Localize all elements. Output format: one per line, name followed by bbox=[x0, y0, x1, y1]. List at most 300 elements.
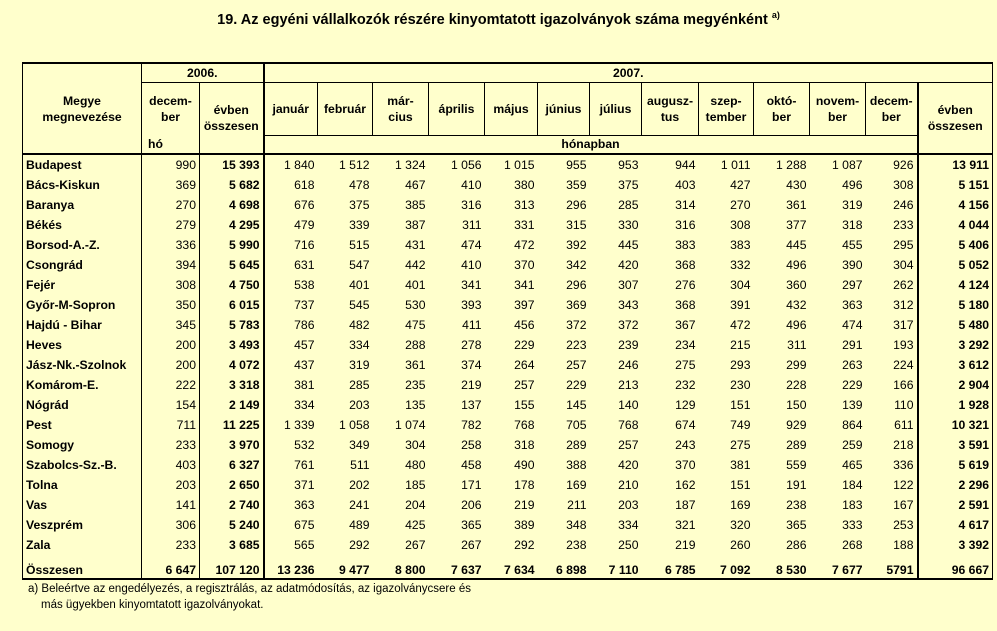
county-name: Baranya bbox=[23, 195, 142, 215]
value-month-1: 1 339 bbox=[264, 415, 318, 435]
value-month-7: 257 bbox=[618, 438, 639, 452]
value-total-2007: 2 591 bbox=[918, 495, 993, 515]
value-month-9: 169 bbox=[730, 498, 751, 512]
county-name: Fejér bbox=[23, 275, 142, 295]
value-dec-2006: 203 bbox=[175, 478, 196, 492]
value-month-12: 233 bbox=[893, 218, 914, 232]
value-month-2: 511 bbox=[350, 458, 370, 472]
value-month-10: 311 bbox=[787, 338, 807, 352]
value-total-2007: 5 180 bbox=[918, 295, 993, 315]
table-row bbox=[23, 375, 993, 395]
total-row bbox=[23, 555, 993, 579]
value-month-6: 369 bbox=[566, 298, 587, 312]
county-name: Borsod-A.-Z. bbox=[23, 235, 142, 255]
county-name: Hajdú - Bihar bbox=[23, 315, 142, 335]
value-month-9: 383 bbox=[730, 238, 751, 252]
value-month-8: 316 bbox=[675, 218, 696, 232]
value-dec-2006: 308 bbox=[175, 278, 196, 292]
table-row bbox=[23, 455, 993, 475]
value-month-9: 320 bbox=[730, 518, 751, 532]
value-dec-2006: 394 bbox=[175, 258, 196, 272]
value-month-7: 285 bbox=[618, 198, 639, 212]
value-dec-2006: 279 bbox=[175, 218, 196, 232]
table-row bbox=[23, 235, 993, 255]
value-month-6: 705 bbox=[566, 418, 587, 432]
value-total-2006: 3 685 bbox=[200, 535, 264, 555]
value-total-2006: 4 072 bbox=[200, 355, 264, 375]
value-month-3: 8 800 bbox=[373, 555, 429, 579]
value-month-9: 7 092 bbox=[699, 555, 754, 579]
value-month-6: 315 bbox=[566, 218, 587, 232]
value-month-9: 215 bbox=[730, 338, 751, 352]
value-dec-2006: 403 bbox=[175, 458, 196, 472]
value-month-11: 183 bbox=[842, 498, 863, 512]
value-month-1: 631 bbox=[264, 255, 318, 275]
value-month-1: 457 bbox=[264, 335, 318, 355]
value-month-4: 410 bbox=[461, 258, 482, 272]
data-table bbox=[22, 62, 993, 580]
value-month-9: 260 bbox=[730, 538, 751, 552]
value-total-2006: 5 783 bbox=[200, 315, 264, 335]
value-month-6: 348 bbox=[566, 518, 587, 532]
value-month-8: 314 bbox=[675, 198, 696, 212]
value-month-4: 219 bbox=[461, 378, 482, 392]
value-month-5: 1 015 bbox=[485, 154, 538, 175]
value-month-12: 253 bbox=[893, 518, 914, 532]
value-month-4: 374 bbox=[461, 358, 482, 372]
county-name: Tolna bbox=[23, 475, 142, 495]
value-month-7: 213 bbox=[618, 378, 639, 392]
value-month-8: 232 bbox=[675, 378, 696, 392]
value-month-7: 343 bbox=[618, 298, 639, 312]
value-month-7: 330 bbox=[618, 218, 639, 232]
value-month-1: 786 bbox=[264, 315, 318, 335]
value-month-3: 401 bbox=[405, 278, 426, 292]
value-total-2006: 11 225 bbox=[200, 415, 264, 435]
value-month-2: 202 bbox=[349, 478, 370, 492]
value-month-11: 455 bbox=[842, 238, 863, 252]
value-total-2006: 2 740 bbox=[200, 495, 264, 515]
table-row bbox=[23, 335, 993, 355]
value-month-4: 474 bbox=[461, 238, 482, 252]
title-text: 19. Az egyéni vállalkozók részére kinyomtatott igazolványok száma megyénként bbox=[217, 12, 768, 28]
value-month-10: 929 bbox=[786, 418, 807, 432]
value-month-2: 482 bbox=[349, 318, 370, 332]
county-name: Pest bbox=[23, 415, 142, 435]
county-name: Bács-Kiskun bbox=[23, 175, 142, 195]
header-county bbox=[23, 63, 142, 154]
value-month-11: 318 bbox=[842, 218, 863, 232]
value-month-5: 229 bbox=[514, 338, 535, 352]
value-month-9: 749 bbox=[730, 418, 751, 432]
value-dec-2006: 233 bbox=[175, 438, 196, 452]
value-month-4: 171 bbox=[461, 478, 482, 492]
header-total-2007: évben összesen bbox=[918, 83, 993, 155]
value-month-6: 296 bbox=[566, 278, 587, 292]
value-dec-2006: 345 bbox=[175, 318, 196, 332]
value-month-12: 304 bbox=[893, 258, 914, 272]
value-month-2: 547 bbox=[349, 258, 370, 272]
value-month-4: 411 bbox=[462, 318, 482, 332]
value-total-2006: 4 750 bbox=[200, 275, 264, 295]
header-year-2007: 2007. bbox=[264, 63, 993, 83]
value-month-2: 203 bbox=[349, 398, 370, 412]
value-month-8: 276 bbox=[675, 278, 696, 292]
value-month-10: 191 bbox=[786, 478, 807, 492]
value-month-7: 140 bbox=[618, 398, 639, 412]
value-total-2006: 3 493 bbox=[200, 335, 264, 355]
value-month-3: 530 bbox=[405, 298, 426, 312]
value-month-5: 7 634 bbox=[485, 555, 538, 579]
value-month-5: 313 bbox=[514, 198, 535, 212]
value-month-5: 397 bbox=[514, 298, 535, 312]
value-month-2: 285 bbox=[349, 378, 370, 392]
table-title bbox=[0, 10, 997, 28]
value-total-2006: 15 393 bbox=[200, 154, 264, 175]
value-dec-2006: 270 bbox=[175, 198, 196, 212]
value-month-11: 291 bbox=[842, 338, 863, 352]
value-month-2: 515 bbox=[349, 238, 370, 252]
value-month-7: 334 bbox=[618, 518, 639, 532]
value-total-2007: 4 156 bbox=[918, 195, 993, 215]
county-name: Szabolcs-Sz.-B. bbox=[23, 455, 142, 475]
value-month-2: 9 477 bbox=[318, 555, 373, 579]
value-total-2006: 2 149 bbox=[200, 395, 264, 415]
value-month-7: 7 110 bbox=[590, 555, 642, 579]
value-total-2006: 5 240 bbox=[200, 515, 264, 535]
value-month-1: 363 bbox=[264, 495, 318, 515]
value-month-6: 289 bbox=[566, 438, 587, 452]
value-month-7: 420 bbox=[618, 258, 639, 272]
value-month-8: 370 bbox=[675, 458, 696, 472]
value-month-6: 359 bbox=[566, 178, 587, 192]
county-name: Összesen bbox=[23, 555, 142, 579]
value-month-2: 334 bbox=[349, 338, 370, 352]
value-month-6: 257 bbox=[566, 358, 587, 372]
value-month-1: 676 bbox=[264, 195, 318, 215]
value-month-9: 151 bbox=[730, 478, 751, 492]
value-total-2007: 3 612 bbox=[918, 355, 993, 375]
value-total-2007: 96 667 bbox=[918, 555, 993, 579]
value-month-11: 7 677 bbox=[810, 555, 866, 579]
value-month-8: 403 bbox=[675, 178, 696, 192]
value-total-2007: 10 321 bbox=[918, 415, 993, 435]
value-month-9: 275 bbox=[730, 438, 751, 452]
value-month-6: 392 bbox=[566, 238, 587, 252]
value-total-2007: 3 392 bbox=[918, 535, 993, 555]
value-month-6: 388 bbox=[566, 458, 587, 472]
value-month-8: 243 bbox=[675, 438, 696, 452]
table-row bbox=[23, 255, 993, 275]
value-month-11: 268 bbox=[842, 538, 863, 552]
value-month-12: 122 bbox=[893, 478, 914, 492]
footnote-line-1: a) Beleértve az engedélyezés, a regisztrálás, az adatmódosítás, az igazolványcsere és bbox=[28, 583, 471, 595]
value-month-8: 162 bbox=[675, 478, 696, 492]
value-month-11: 139 bbox=[842, 398, 863, 412]
value-total-2007: 2 904 bbox=[918, 375, 993, 395]
header-total-2006: évben összesen bbox=[200, 83, 264, 155]
value-month-11: 263 bbox=[842, 358, 863, 372]
value-month-3: 267 bbox=[405, 538, 426, 552]
value-month-4: 258 bbox=[461, 438, 482, 452]
value-month-6: 6 898 bbox=[538, 555, 590, 579]
header-december-2006: decem- ber bbox=[149, 94, 192, 124]
value-month-12: 611 bbox=[894, 418, 914, 432]
value-dec-2006: 6 647 bbox=[142, 555, 200, 579]
table-row bbox=[23, 154, 993, 175]
value-total-2007: 3 292 bbox=[918, 335, 993, 355]
value-month-10: 289 bbox=[786, 438, 807, 452]
value-month-9: 293 bbox=[730, 358, 751, 372]
value-month-4: 1 056 bbox=[429, 154, 485, 175]
value-month-10: 361 bbox=[786, 198, 807, 212]
value-dec-2006: 141 bbox=[175, 498, 196, 512]
value-month-7: 445 bbox=[618, 238, 639, 252]
value-total-2006: 3 318 bbox=[200, 375, 264, 395]
value-month-5: 370 bbox=[514, 258, 535, 272]
value-month-6: 955 bbox=[538, 154, 590, 175]
value-month-6: 211 bbox=[567, 498, 587, 512]
value-month-3: 1 324 bbox=[373, 154, 429, 175]
value-month-9: 381 bbox=[730, 458, 751, 472]
value-total-2007: 13 911 bbox=[918, 154, 993, 175]
value-month-4: 393 bbox=[461, 298, 482, 312]
value-month-9: 427 bbox=[730, 178, 751, 192]
value-month-7: 372 bbox=[618, 318, 639, 332]
value-month-7: 953 bbox=[590, 154, 642, 175]
value-total-2007: 1 928 bbox=[918, 395, 993, 415]
value-month-1: 538 bbox=[264, 275, 318, 295]
county-name: Komárom-E. bbox=[23, 375, 142, 395]
value-month-12: 5791 bbox=[866, 555, 918, 579]
value-month-12: 317 bbox=[893, 318, 914, 332]
value-total-2006: 4 698 bbox=[200, 195, 264, 215]
header-month-7: július bbox=[590, 83, 642, 136]
table-row bbox=[23, 175, 993, 195]
value-total-2007: 5 406 bbox=[918, 235, 993, 255]
value-month-11: 333 bbox=[842, 518, 863, 532]
value-month-11: 259 bbox=[842, 438, 863, 452]
value-month-4: 7 637 bbox=[429, 555, 485, 579]
table-row bbox=[23, 395, 993, 415]
header-ho: hó bbox=[142, 135, 200, 154]
value-month-12: 166 bbox=[893, 378, 914, 392]
value-month-5: 490 bbox=[514, 458, 535, 472]
value-month-4: 316 bbox=[461, 198, 482, 212]
value-month-4: 137 bbox=[461, 398, 482, 412]
table-row bbox=[23, 355, 993, 375]
value-month-2: 1 512 bbox=[318, 154, 373, 175]
value-month-9: 1 011 bbox=[699, 154, 754, 175]
value-month-10: 496 bbox=[786, 258, 807, 272]
value-month-12: 336 bbox=[893, 458, 914, 472]
table-row bbox=[23, 495, 993, 515]
value-total-2006: 4 295 bbox=[200, 215, 264, 235]
value-month-5: 456 bbox=[514, 318, 535, 332]
table-row bbox=[23, 475, 993, 495]
value-total-2007: 3 591 bbox=[918, 435, 993, 455]
value-month-1: 334 bbox=[264, 395, 318, 415]
value-month-4: 458 bbox=[461, 458, 482, 472]
county-name: Csongrád bbox=[23, 255, 142, 275]
value-month-1: 371 bbox=[264, 475, 318, 495]
value-month-3: 204 bbox=[405, 498, 426, 512]
value-month-12: 218 bbox=[893, 438, 914, 452]
value-month-9: 391 bbox=[730, 298, 751, 312]
value-month-9: 472 bbox=[730, 318, 751, 332]
value-total-2007: 2 296 bbox=[918, 475, 993, 495]
value-month-2: 241 bbox=[349, 498, 370, 512]
value-month-11: 363 bbox=[842, 298, 863, 312]
value-month-10: 299 bbox=[786, 358, 807, 372]
value-total-2007: 4 124 bbox=[918, 275, 993, 295]
value-total-2006: 5 990 bbox=[200, 235, 264, 255]
header-month-9: szep- tember bbox=[699, 83, 754, 136]
value-month-12: 224 bbox=[893, 358, 914, 372]
value-month-12: 308 bbox=[893, 178, 914, 192]
value-month-7: 307 bbox=[618, 278, 639, 292]
value-month-10: 238 bbox=[786, 498, 807, 512]
value-month-9: 304 bbox=[730, 278, 751, 292]
value-month-8: 6 785 bbox=[642, 555, 699, 579]
county-name: Vas bbox=[23, 495, 142, 515]
header-month-2: február bbox=[318, 83, 373, 136]
value-month-2: 319 bbox=[349, 358, 370, 372]
value-month-8: 367 bbox=[675, 318, 696, 332]
value-total-2006: 3 970 bbox=[200, 435, 264, 455]
value-month-6: 229 bbox=[566, 378, 587, 392]
header-honapban: hónapban bbox=[264, 135, 918, 154]
value-month-10: 8 530 bbox=[754, 555, 810, 579]
value-month-11: 319 bbox=[842, 198, 863, 212]
value-month-7: 210 bbox=[618, 478, 639, 492]
county-name: Jász-Nk.-Szolnok bbox=[23, 355, 142, 375]
value-total-2006: 5 645 bbox=[200, 255, 264, 275]
value-month-1: 479 bbox=[264, 215, 318, 235]
value-month-1: 532 bbox=[264, 435, 318, 455]
value-month-12: 926 bbox=[866, 154, 918, 175]
value-month-12: 295 bbox=[893, 238, 914, 252]
value-total-2006: 6 015 bbox=[200, 295, 264, 315]
header-month-3: már- cius bbox=[373, 83, 429, 136]
value-month-12: 110 bbox=[894, 398, 914, 412]
header-month-1: január bbox=[264, 83, 318, 136]
value-month-10: 1 288 bbox=[754, 154, 810, 175]
value-month-5: 472 bbox=[514, 238, 535, 252]
value-month-10: 432 bbox=[786, 298, 807, 312]
value-month-9: 308 bbox=[730, 218, 751, 232]
header-county-label: Megye megnevezése bbox=[42, 93, 122, 124]
value-month-8: 368 bbox=[675, 258, 696, 272]
value-month-1: 716 bbox=[264, 235, 318, 255]
value-total-2006: 107 120 bbox=[200, 555, 264, 579]
value-month-7: 203 bbox=[618, 498, 639, 512]
value-month-11: 390 bbox=[842, 258, 863, 272]
value-month-1: 618 bbox=[264, 175, 318, 195]
value-total-2006: 2 650 bbox=[200, 475, 264, 495]
value-month-4: 410 bbox=[461, 178, 482, 192]
value-month-1: 437 bbox=[264, 355, 318, 375]
value-month-3: 480 bbox=[405, 458, 426, 472]
value-month-8: 383 bbox=[675, 238, 696, 252]
value-month-2: 292 bbox=[349, 538, 370, 552]
value-month-5: 341 bbox=[514, 278, 535, 292]
value-month-8: 187 bbox=[675, 498, 696, 512]
value-month-3: 385 bbox=[405, 198, 426, 212]
value-dec-2006: 369 bbox=[175, 178, 196, 192]
table-row bbox=[23, 435, 993, 455]
value-month-11: 474 bbox=[842, 318, 863, 332]
value-dec-2006: 350 bbox=[175, 298, 196, 312]
value-month-5: 155 bbox=[514, 398, 535, 412]
value-month-4: 267 bbox=[461, 538, 482, 552]
table-row bbox=[23, 415, 993, 435]
value-month-7: 250 bbox=[618, 538, 639, 552]
value-month-5: 389 bbox=[514, 518, 535, 532]
value-month-1: 761 bbox=[264, 455, 318, 475]
value-total-2007: 5 052 bbox=[918, 255, 993, 275]
value-month-5: 219 bbox=[514, 498, 535, 512]
value-month-6: 223 bbox=[566, 338, 587, 352]
county-name: Heves bbox=[23, 335, 142, 355]
value-month-2: 478 bbox=[349, 178, 370, 192]
value-month-11: 297 bbox=[842, 278, 863, 292]
value-month-5: 292 bbox=[514, 538, 535, 552]
value-month-3: 235 bbox=[405, 378, 426, 392]
value-total-2006: 5 682 bbox=[200, 175, 264, 195]
value-total-2007: 4 044 bbox=[918, 215, 993, 235]
value-month-3: 475 bbox=[405, 318, 426, 332]
county-name: Veszprém bbox=[23, 515, 142, 535]
value-month-5: 257 bbox=[514, 378, 535, 392]
value-month-5: 178 bbox=[514, 478, 535, 492]
value-total-2006: 6 327 bbox=[200, 455, 264, 475]
value-month-3: 1 074 bbox=[395, 418, 426, 432]
value-month-8: 368 bbox=[675, 298, 696, 312]
value-dec-2006: 306 bbox=[175, 518, 196, 532]
value-month-3: 288 bbox=[405, 338, 426, 352]
value-month-6: 296 bbox=[566, 198, 587, 212]
value-month-12: 193 bbox=[893, 338, 914, 352]
value-month-3: 304 bbox=[405, 438, 426, 452]
value-month-8: 275 bbox=[675, 358, 696, 372]
value-month-8: 234 bbox=[675, 338, 696, 352]
value-month-12: 188 bbox=[893, 538, 914, 552]
value-month-4: 341 bbox=[461, 278, 482, 292]
value-month-10: 430 bbox=[786, 178, 807, 192]
header-month-10: októ- ber bbox=[754, 83, 810, 136]
value-month-10: 365 bbox=[786, 518, 807, 532]
value-dec-2006: 200 bbox=[175, 338, 196, 352]
table-row bbox=[23, 295, 993, 315]
value-month-6: 145 bbox=[566, 398, 587, 412]
value-month-7: 246 bbox=[618, 358, 639, 372]
value-month-1: 737 bbox=[264, 295, 318, 315]
value-month-3: 135 bbox=[405, 398, 426, 412]
value-month-2: 375 bbox=[349, 198, 370, 212]
value-month-4: 365 bbox=[461, 518, 482, 532]
value-month-2: 545 bbox=[349, 298, 370, 312]
value-month-4: 782 bbox=[461, 418, 482, 432]
value-month-1: 13 236 bbox=[264, 555, 318, 579]
value-month-6: 238 bbox=[566, 538, 587, 552]
value-month-4: 278 bbox=[461, 338, 482, 352]
value-month-12: 312 bbox=[893, 298, 914, 312]
table-row bbox=[23, 275, 993, 295]
value-month-2: 489 bbox=[349, 518, 370, 532]
value-month-5: 318 bbox=[514, 438, 535, 452]
county-name: Győr-M-Sopron bbox=[23, 295, 142, 315]
